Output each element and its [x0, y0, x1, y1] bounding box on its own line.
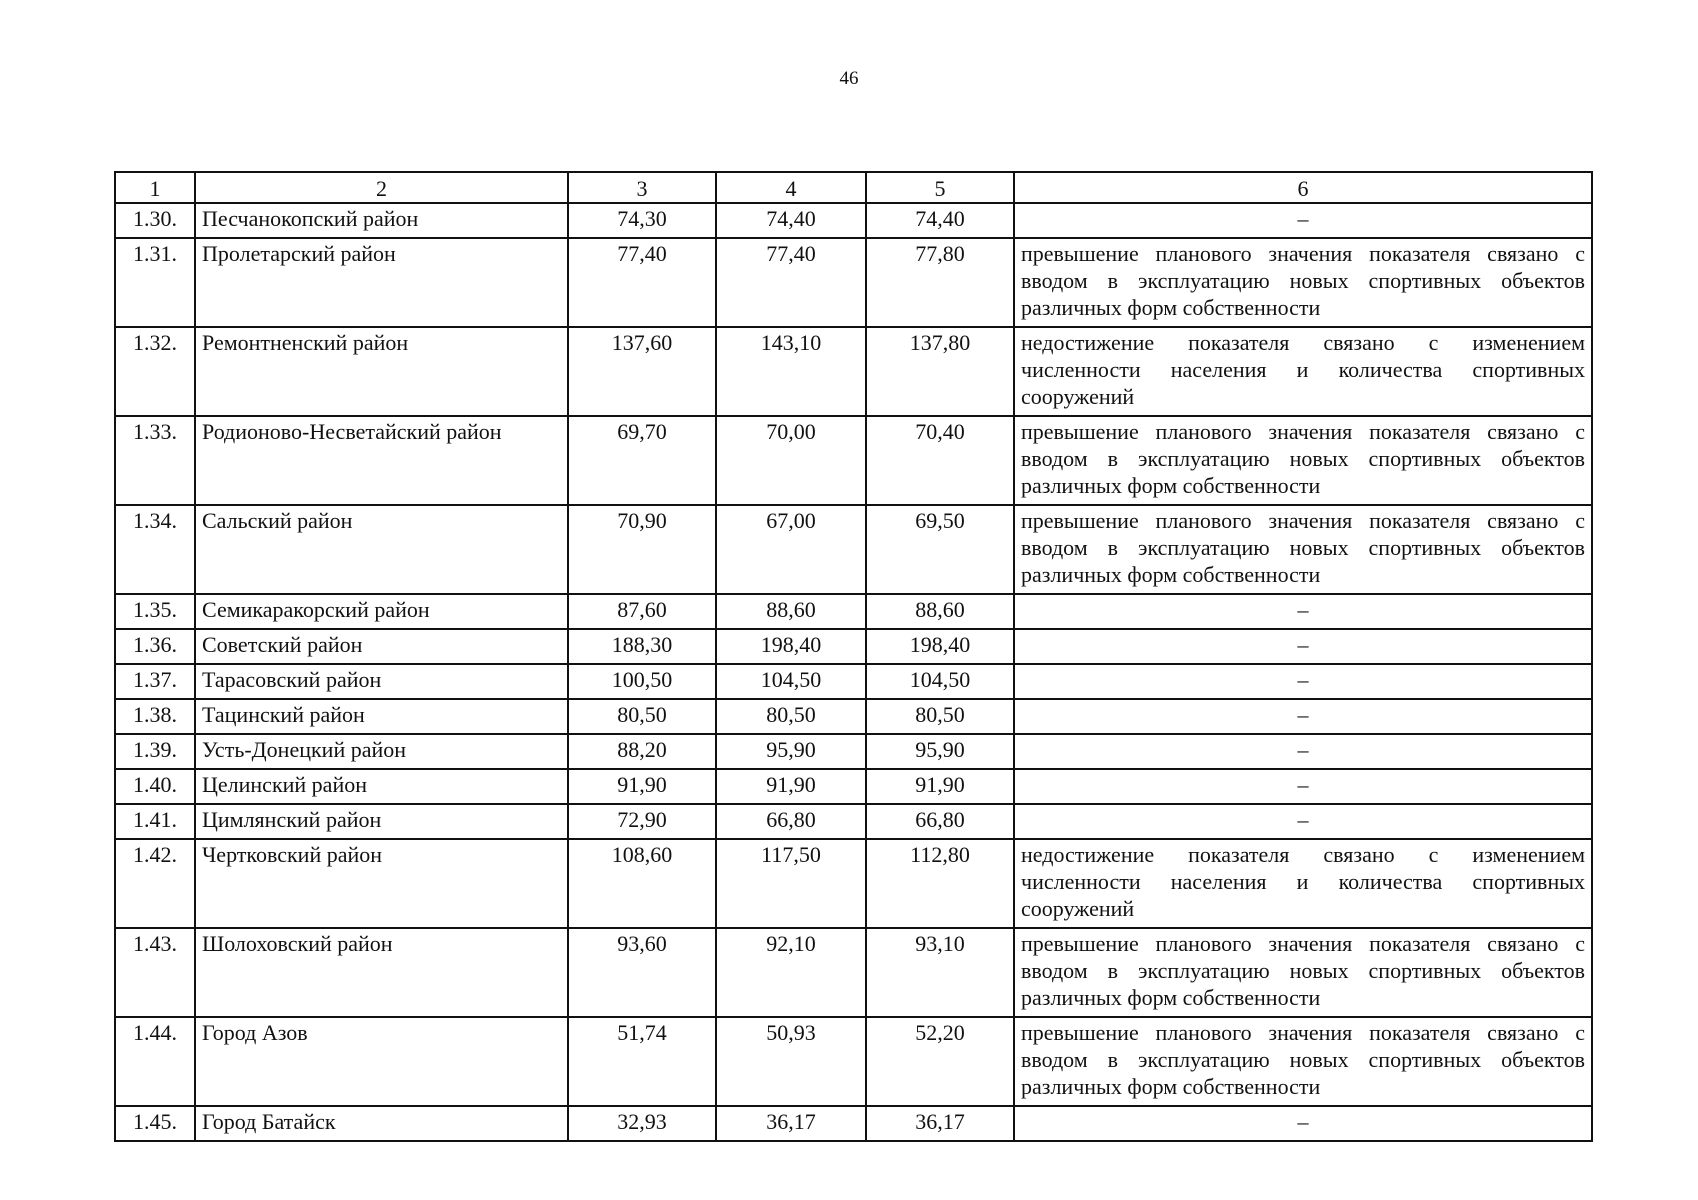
- value-cell-col4: 88,60: [716, 594, 866, 629]
- note-cell: недостижение показателя связано с изменением численности населения и количества спортивных сооружений: [1014, 839, 1592, 928]
- note-cell: –: [1014, 594, 1592, 629]
- value-cell-col5: 137,80: [866, 327, 1014, 416]
- row-number-cell: 1.39.: [115, 734, 195, 769]
- row-number-cell: 1.45.: [115, 1106, 195, 1141]
- value-cell-col4: 77,40: [716, 238, 866, 327]
- value-cell-col3: 32,93: [568, 1106, 716, 1141]
- column-header: 6: [1014, 172, 1592, 203]
- value-cell-col3: 74,30: [568, 203, 716, 238]
- row-number-cell: 1.38.: [115, 699, 195, 734]
- note-cell: –: [1014, 203, 1592, 238]
- district-name-cell: Песчанокопский район: [195, 203, 568, 238]
- row-number-cell: 1.33.: [115, 416, 195, 505]
- value-cell-col5: 88,60: [866, 594, 1014, 629]
- district-name-cell: Цимлянский район: [195, 804, 568, 839]
- note-cell: превышение планового значения показателя связано с вводом в эксплуатацию новых спортивных объектов различных форм собственности: [1014, 505, 1592, 594]
- district-name-cell: Сальский район: [195, 505, 568, 594]
- value-cell-col4: 117,50: [716, 839, 866, 928]
- table-row: [115, 804, 1592, 839]
- value-cell-col4: 95,90: [716, 734, 866, 769]
- value-cell-col3: 137,60: [568, 327, 716, 416]
- district-name-cell: Целинский район: [195, 769, 568, 804]
- table-row: [115, 505, 1592, 594]
- note-cell: –: [1014, 769, 1592, 804]
- value-cell-col5: 74,40: [866, 203, 1014, 238]
- column-header: 2: [195, 172, 568, 203]
- district-name-cell: Город Батайск: [195, 1106, 568, 1141]
- value-cell-col4: 91,90: [716, 769, 866, 804]
- value-cell-col4: 36,17: [716, 1106, 866, 1141]
- table-row: [115, 238, 1592, 327]
- value-cell-col5: 95,90: [866, 734, 1014, 769]
- value-cell-col5: 36,17: [866, 1106, 1014, 1141]
- value-cell-col5: 66,80: [866, 804, 1014, 839]
- row-number-cell: 1.41.: [115, 804, 195, 839]
- page-number: 46: [839, 68, 859, 89]
- district-name-cell: Чертковский район: [195, 839, 568, 928]
- value-cell-col4: 67,00: [716, 505, 866, 594]
- row-number-cell: 1.43.: [115, 928, 195, 1017]
- value-cell-col4: 92,10: [716, 928, 866, 1017]
- column-header: 5: [866, 172, 1014, 203]
- column-header: 1: [115, 172, 195, 203]
- note-cell: –: [1014, 1106, 1592, 1141]
- value-cell-col4: 70,00: [716, 416, 866, 505]
- row-number-cell: 1.44.: [115, 1017, 195, 1106]
- value-cell-col3: 51,74: [568, 1017, 716, 1106]
- value-cell-col4: 74,40: [716, 203, 866, 238]
- value-cell-col5: 77,80: [866, 238, 1014, 327]
- row-number-cell: 1.37.: [115, 664, 195, 699]
- note-cell: недостижение показателя связано с изменением численности населения и количества спортивных сооружений: [1014, 327, 1592, 416]
- table-row: [115, 734, 1592, 769]
- district-name-cell: Родионово-Несветайский район: [195, 416, 568, 505]
- note-cell: превышение планового значения показателя связано с вводом в эксплуатацию новых спортивных объектов различных форм собственности: [1014, 238, 1592, 327]
- value-cell-col3: 70,90: [568, 505, 716, 594]
- table-row: [115, 629, 1592, 664]
- district-name-cell: Усть-Донецкий район: [195, 734, 568, 769]
- district-name-cell: Пролетарский район: [195, 238, 568, 327]
- row-number-cell: 1.42.: [115, 839, 195, 928]
- table-row: [115, 1017, 1592, 1106]
- district-name-cell: Тацинский район: [195, 699, 568, 734]
- value-cell-col4: 198,40: [716, 629, 866, 664]
- row-number-cell: 1.40.: [115, 769, 195, 804]
- note-cell: превышение планового значения показателя связано с вводом в эксплуатацию новых спортивных объектов различных форм собственности: [1014, 416, 1592, 505]
- value-cell-col3: 72,90: [568, 804, 716, 839]
- table-row: [115, 839, 1592, 928]
- table-row: [115, 769, 1592, 804]
- value-cell-col3: 91,90: [568, 769, 716, 804]
- district-name-cell: Шолоховский район: [195, 928, 568, 1017]
- table-header-row: [115, 172, 1592, 203]
- table-row: [115, 1106, 1592, 1141]
- value-cell-col4: 66,80: [716, 804, 866, 839]
- note-cell: –: [1014, 734, 1592, 769]
- value-cell-col4: 80,50: [716, 699, 866, 734]
- value-cell-col3: 87,60: [568, 594, 716, 629]
- value-cell-col3: 88,20: [568, 734, 716, 769]
- table-row: [115, 327, 1592, 416]
- table-row: [115, 594, 1592, 629]
- value-cell-col5: 93,10: [866, 928, 1014, 1017]
- row-number-cell: 1.35.: [115, 594, 195, 629]
- row-number-cell: 1.34.: [115, 505, 195, 594]
- table-row: [115, 416, 1592, 505]
- row-number-cell: 1.30.: [115, 203, 195, 238]
- district-name-cell: Город Азов: [195, 1017, 568, 1106]
- value-cell-col3: 77,40: [568, 238, 716, 327]
- column-header: 4: [716, 172, 866, 203]
- value-cell-col3: 188,30: [568, 629, 716, 664]
- value-cell-col3: 80,50: [568, 699, 716, 734]
- note-cell: –: [1014, 664, 1592, 699]
- district-name-cell: Советский район: [195, 629, 568, 664]
- value-cell-col5: 104,50: [866, 664, 1014, 699]
- value-cell-col5: 112,80: [866, 839, 1014, 928]
- value-cell-col3: 69,70: [568, 416, 716, 505]
- note-cell: превышение планового значения показателя связано с вводом в эксплуатацию новых спортивных объектов различных форм собственности: [1014, 1017, 1592, 1106]
- district-name-cell: Семикаракорский район: [195, 594, 568, 629]
- table-row: [115, 928, 1592, 1017]
- data-table: [114, 171, 1593, 1142]
- value-cell-col3: 108,60: [568, 839, 716, 928]
- value-cell-col5: 80,50: [866, 699, 1014, 734]
- district-name-cell: Ремонтненский район: [195, 327, 568, 416]
- table-row: [115, 664, 1592, 699]
- value-cell-col4: 104,50: [716, 664, 866, 699]
- value-cell-col4: 143,10: [716, 327, 866, 416]
- value-cell-col4: 50,93: [716, 1017, 866, 1106]
- value-cell-col5: 70,40: [866, 416, 1014, 505]
- value-cell-col5: 91,90: [866, 769, 1014, 804]
- table-row: [115, 203, 1592, 238]
- note-cell: превышение планового значения показателя связано с вводом в эксплуатацию новых спортивных объектов различных форм собственности: [1014, 928, 1592, 1017]
- row-number-cell: 1.31.: [115, 238, 195, 327]
- note-cell: –: [1014, 804, 1592, 839]
- value-cell-col5: 198,40: [866, 629, 1014, 664]
- district-name-cell: Тарасовский район: [195, 664, 568, 699]
- value-cell-col3: 100,50: [568, 664, 716, 699]
- note-cell: –: [1014, 629, 1592, 664]
- table-row: [115, 699, 1592, 734]
- row-number-cell: 1.36.: [115, 629, 195, 664]
- value-cell-col3: 93,60: [568, 928, 716, 1017]
- value-cell-col5: 52,20: [866, 1017, 1014, 1106]
- note-cell: –: [1014, 699, 1592, 734]
- column-header: 3: [568, 172, 716, 203]
- row-number-cell: 1.32.: [115, 327, 195, 416]
- value-cell-col5: 69,50: [866, 505, 1014, 594]
